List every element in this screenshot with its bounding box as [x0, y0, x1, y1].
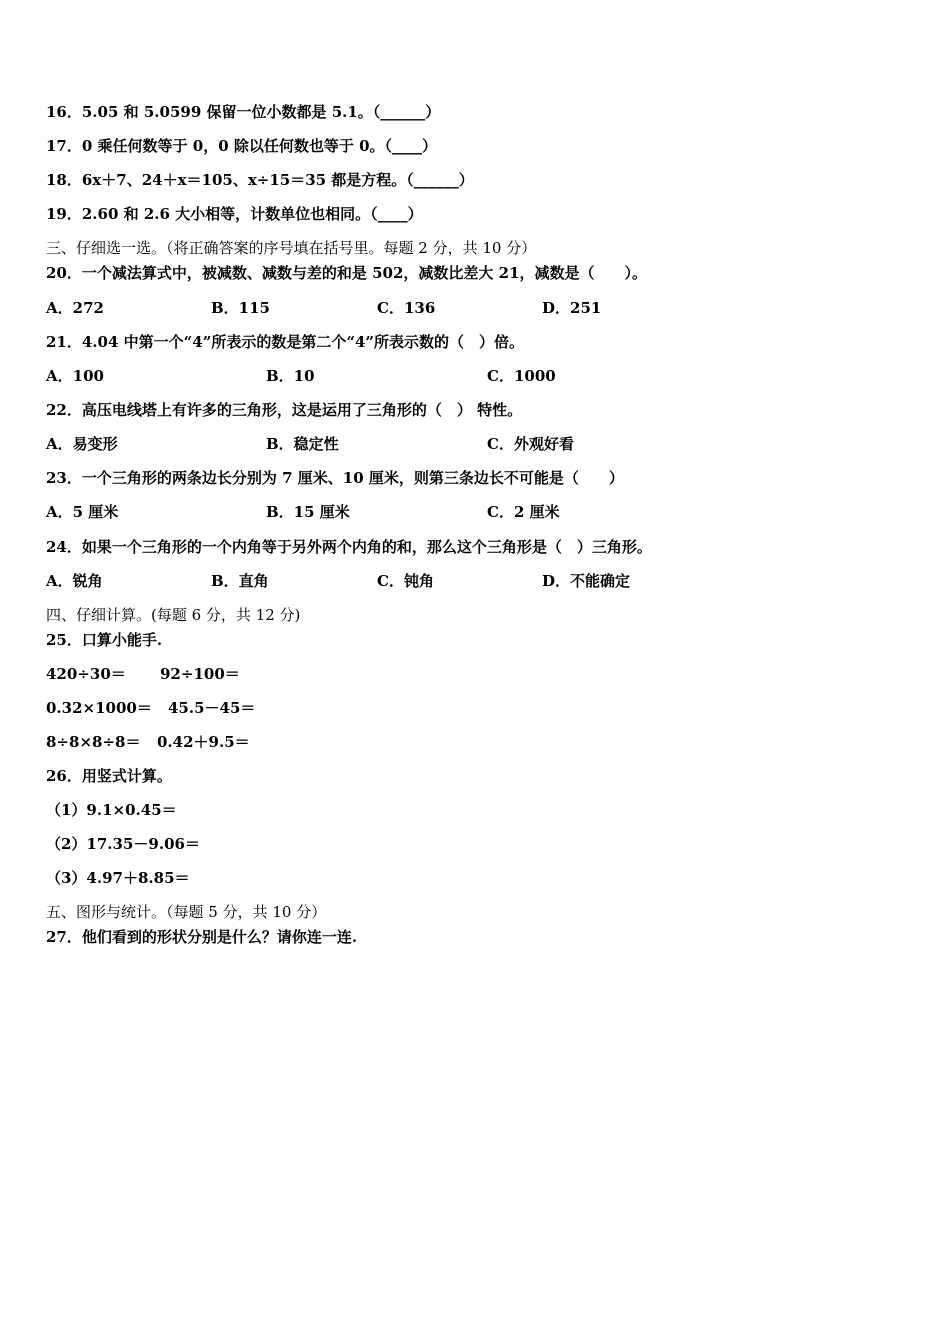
question-17: [46, 136, 437, 156]
question-text: 用竖式计算。: [81, 767, 172, 785]
option-a: A．5 厘米: [46, 503, 119, 521]
question-number: 21．: [46, 333, 82, 351]
option-c: C．1000: [487, 367, 556, 385]
calc-item: 0.32×1000＝: [46, 699, 152, 717]
question-number: 23．: [46, 469, 82, 487]
vertical-calc-item: （2）17.35－9.06＝: [46, 835, 200, 853]
option-a: A．锐角: [46, 572, 103, 590]
section-4-title: 四、仔细计算。(每题 6 分，共 12 分): [46, 606, 301, 624]
option-a: A．100: [46, 367, 104, 385]
question-20: [46, 263, 647, 283]
question-text: 4.04 中第一个“4”所表示的数是第二个“4”所表示数的（ ）倍。: [81, 333, 525, 351]
calc-item: 0.42＋9.5＝: [157, 733, 250, 751]
question-text: 一个三角形的两条边长分别为 7 厘米、10 厘米，则第三条边长不可能是（ ）: [81, 469, 624, 487]
option-a: A．易变形: [46, 435, 118, 453]
option-a: A．272: [46, 299, 104, 317]
option-c: C．136: [377, 299, 436, 317]
question-number: 20．: [46, 264, 82, 282]
option-b: B．直角: [211, 572, 269, 590]
vertical-calc-item: （3）4.97＋8.85＝: [46, 869, 190, 887]
question-number: 17．: [46, 137, 82, 155]
question-21: [46, 332, 524, 352]
option-c: C．2 厘米: [487, 503, 560, 521]
question-number: 27．: [46, 928, 82, 946]
question-number: 26．: [46, 767, 82, 785]
question-number: 19．: [46, 205, 82, 223]
question-number: 16．: [46, 103, 82, 121]
question-text: 口算小能手.: [81, 631, 163, 649]
section-5-title: 五、图形与统计。（每题 5 分，共 10 分）: [46, 903, 327, 921]
question-18: [46, 170, 474, 190]
option-b: B．10: [266, 367, 315, 385]
question-25: [46, 630, 162, 650]
calc-item: 45.5－45＝: [168, 699, 256, 717]
option-b: B．115: [211, 299, 270, 317]
option-d: D．不能确定: [542, 572, 631, 590]
question-24: [46, 537, 652, 557]
calc-item: 8÷8×8÷8＝: [46, 733, 141, 751]
question-number: 18．: [46, 171, 82, 189]
question-text: 高压电线塔上有许多的三角形，这是运用了三角形的（ ） 特性。: [81, 401, 523, 419]
option-b: B．15 厘米: [266, 503, 350, 521]
question-text: 2.60 和 2.6 大小相等，计数单位也相同。（____）: [81, 205, 423, 223]
question-text: 5.05 和 5.0599 保留一位小数都是 5.1。（______）: [81, 103, 441, 121]
question-text: 一个减法算式中，被减数、减数与差的和是 502，减数比差大 21，减数是（ ）。: [81, 264, 648, 282]
question-26: [46, 766, 172, 786]
question-text: 如果一个三角形的一个内角等于另外两个内角的和，那么这个三角形是（ ）三角形。: [81, 538, 652, 556]
question-number: 22．: [46, 401, 82, 419]
question-16: [46, 102, 440, 122]
option-d: D．251: [542, 299, 602, 317]
question-text: 6x＋7、24＋x＝105、x÷15＝35 都是方程。（______）: [81, 171, 474, 189]
option-b: B．稳定性: [266, 435, 339, 453]
question-number: 25．: [46, 631, 82, 649]
option-c: C．钝角: [377, 572, 434, 590]
question-text: 0 乘任何数等于 0，0 除以任何数也等于 0。（____）: [81, 137, 438, 155]
question-27: [46, 927, 357, 947]
calc-item: 92÷100＝: [160, 665, 240, 683]
question-text: 他们看到的形状分别是什么？请你连一连.: [81, 928, 358, 946]
question-number: 24．: [46, 538, 82, 556]
vertical-calc-item: （1）9.1×0.45＝: [46, 801, 177, 819]
question-23: [46, 468, 624, 488]
question-19: [46, 204, 423, 224]
section-3-title: 三、仔细选一选。（将正确答案的序号填在括号里。每题 2 分，共 10 分）: [46, 239, 537, 257]
option-c: C．外观好看: [487, 435, 574, 453]
calc-item: 420÷30＝: [46, 665, 126, 683]
question-22: [46, 400, 522, 420]
